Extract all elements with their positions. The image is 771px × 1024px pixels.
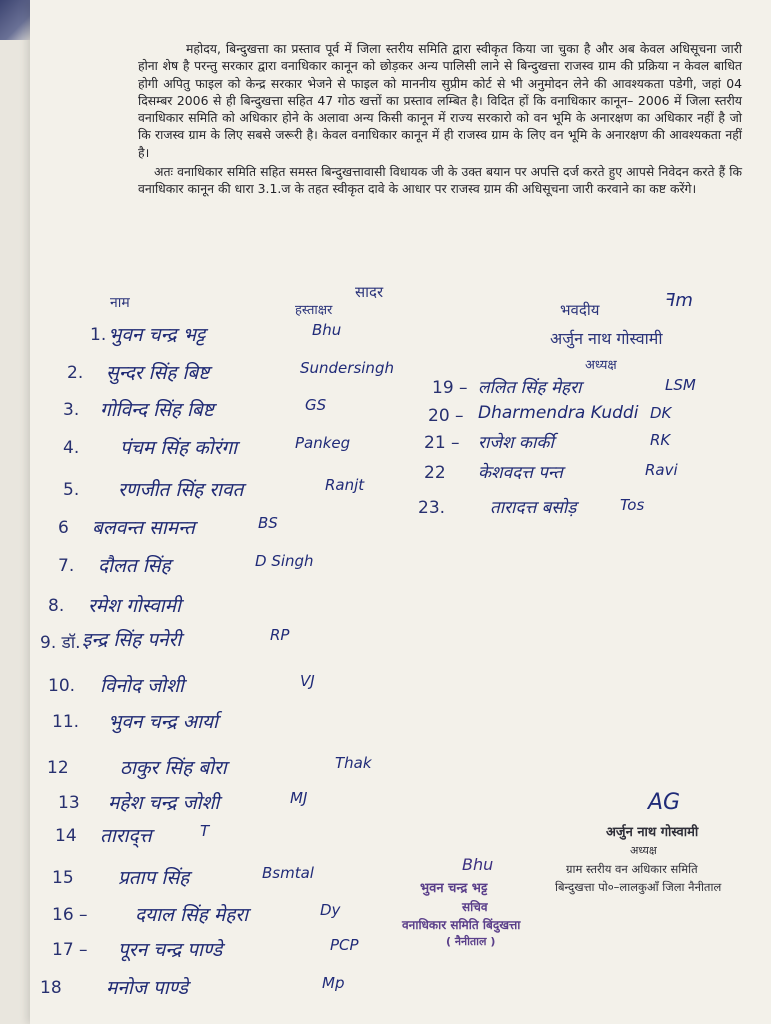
signatory-signature: Bhu <box>312 321 342 339</box>
signatory-signature: VJ <box>300 672 315 690</box>
signatory-number: 5. <box>63 480 80 500</box>
signatory-name: विनोद जोशी <box>100 675 184 697</box>
signatory-number: 4. <box>63 438 80 458</box>
signatory-number: 22 <box>424 463 446 483</box>
president-name: अर्जुन नाथ गोस्वामी <box>606 825 699 840</box>
name-column-header: नाम <box>110 295 130 311</box>
signatory-name: महेश चन्द्र जोशी <box>108 792 220 814</box>
signatory-name: मनोज पाण्डे <box>106 977 188 999</box>
president-role: अध्यक्ष <box>630 844 657 857</box>
signatory-number: 9. डॉ. <box>40 633 81 653</box>
signatory-signature: T <box>200 822 210 840</box>
signatory-number: 1. <box>90 325 107 345</box>
secretary-name: भुवन चन्द्र भट्ट <box>420 881 488 896</box>
signatory-name: केशवदत्त पन्त <box>478 463 563 483</box>
secretary-signature: Bhu <box>462 855 494 874</box>
secretary-role: सचिव <box>462 900 488 914</box>
signatory-number: 19 – <box>432 378 468 398</box>
bhavdiya-role: अध्यक्ष <box>585 358 617 373</box>
signatory-name: रणजीत सिंह रावत <box>118 479 244 501</box>
signatory-number: 7. <box>58 556 75 576</box>
signatory-name: गोविन्द सिंह बिष्ट <box>100 399 214 421</box>
signatory-signature: Thak <box>335 754 372 772</box>
signatory-number: 16 – <box>52 905 88 925</box>
signatory-signature: BS <box>258 514 278 532</box>
signatory-number: 8. <box>48 596 65 616</box>
signatory-number: 13 <box>58 793 80 813</box>
letter-body <box>138 40 742 198</box>
signatory-name: ताराद्त्त <box>100 825 152 847</box>
signatory-name: बलवन्त सामन्त <box>92 517 195 539</box>
signatory-signature: GS <box>305 396 327 414</box>
signatory-signature: Mp <box>322 974 345 992</box>
signatory-signature: RP <box>270 626 290 644</box>
signatory-signature: Ranjt <box>325 476 365 494</box>
signatory-name: पंचम सिंह कोरंगा <box>120 437 238 459</box>
signatory-name: भुवन चन्द्र आर्या <box>108 711 218 733</box>
signatory-signature: Dy <box>320 901 341 919</box>
signatory-signature: PCP <box>330 936 359 954</box>
signatory-number: 11. <box>52 712 80 732</box>
signatory-name: राजेश कार्की <box>478 433 554 453</box>
signatory-signature: DK <box>650 404 672 422</box>
signatory-name: रमेश गोस्वामी <box>88 595 181 617</box>
signatory-number: 14 <box>55 826 77 846</box>
signatory-number: 12 <box>47 758 69 778</box>
bhavdiya-name: अर्जुन नाथ गोस्वामी <box>550 329 663 348</box>
signatory-name: Dharmendra Kuddi <box>478 403 639 423</box>
signatory-name: प्रताप सिंह <box>118 867 190 889</box>
signatory-signature: MJ <box>290 789 308 807</box>
signature-column-header: हस्ताक्षर <box>295 303 333 318</box>
letter-paragraph-2: अतः वनाधिकार समिति सहित समस्त बिन्दुखत्तावासी विधायक जी के उक्त बयान पर अपत्ति दर्ज करते हुए आपसे निवेदन करते हैं कि वनाधिकार कानून की धारा 3.1.ज के तहत स्वीकृत दावे के आधार पर राजस्व ग्राम की अधिसूचना जारी करवाने का कष्ट करेंगे। <box>138 164 742 197</box>
signatory-number: 23. <box>418 498 446 518</box>
signatory-number: 20 – <box>428 406 464 426</box>
signatory-signature: LSM <box>665 376 696 394</box>
president-address: बिन्दुखत्ता पो०–लालकुआँ जिला नैनीताल <box>555 880 722 894</box>
signatory-name: ललित सिंह मेहरा <box>478 378 582 398</box>
signatory-number: 2. <box>67 363 84 383</box>
signatory-name: सुन्दर सिंह बिष्ट <box>106 362 210 384</box>
signatory-signature: RK <box>650 431 671 449</box>
bhavdiya-signature: ꟻm <box>665 290 693 311</box>
signatory-number: 17 – <box>52 940 88 960</box>
letter-paragraph-1: महोदय, बिन्दुखत्ता का प्रस्ताव पूर्व में जिला स्तरीय समिति द्वारा स्वीकृत किया जा चुका है और अब केवल अधिसूचना जारी होना शेष है परन्तु सरकार द्वारा वनाधिकार कानून को छोड़कर अन्य पालिसी लाने से बिन्दुखत्ता राजस्व ग्राम की प्रक्रिया न केवल बाधित होगी अपितु फाइल को केन्द्र सरकार भेजने से फाइल को माननीय सुप्रीम कोर्ट से भी अनुमोदन लेने की आवश्यकता पडेगी, जहां 04 दिसम्बर 2006 से ही बिन्दुखत्ता सहित 47 गोठ खत्तों का प्रस्ताव लम्बित है। विदित हों कि वनाधिकार कानून– 2006 में जिला स्तरीय वनाधिकार समिति को अधिकार होने के अलावा अन्य किसी कानून में राज्य सरकारो को वन भूमि के अनारक्षण का अधिकार नहीं है जो कि राजस्व ग्राम के लिए सबसे जरूरी है। केवल वनाधिकार कानून में ही राजस्व ग्राम के लिए वन भूमि के अनारक्षण की आवश्यकता नहीं है। <box>138 41 742 160</box>
signatory-name: दौलत सिंह <box>98 555 171 577</box>
signatory-number: 10. <box>48 676 76 696</box>
signatory-signature: Bsmtal <box>262 864 314 882</box>
bhavdiya-label: भवदीय <box>560 301 600 319</box>
signatory-signature: Tos <box>620 496 645 514</box>
signatory-number: 15 <box>52 868 74 888</box>
secretary-district: ( नैनीताल ) <box>446 935 496 948</box>
saadar-label: सादर <box>355 283 384 301</box>
signatory-name: दयाल सिंह मेहरा <box>135 904 248 926</box>
signatory-number: 3. <box>63 400 80 420</box>
signatory-name: इन्द्र सिंह पनेरी <box>82 629 182 651</box>
signatory-name: ठाकुर सिंह बोरा <box>120 757 227 779</box>
signatory-name: पूरन चन्द्र पाण्डे <box>118 939 223 961</box>
president-committee: ग्राम स्तरीय वन अधिकार समिति <box>566 862 698 876</box>
president-signature: AG <box>648 790 681 815</box>
signatory-number: 21 – <box>424 433 460 453</box>
signatory-signature: D Singh <box>255 552 314 570</box>
signatory-number: 6 <box>58 518 69 538</box>
signatory-name: भुवन चन्द्र भट्ट <box>108 324 206 346</box>
signatory-signature: Pankeg <box>295 434 351 452</box>
signatory-name: तारादत्त बसोड़ <box>490 498 577 518</box>
signatory-signature: Ravi <box>645 461 678 479</box>
signatory-number: 18 <box>40 978 62 998</box>
signatory-signature: Sundersingh <box>300 359 394 377</box>
secretary-committee: वनाधिकार समिति बिंदुखत्ता <box>402 918 521 932</box>
